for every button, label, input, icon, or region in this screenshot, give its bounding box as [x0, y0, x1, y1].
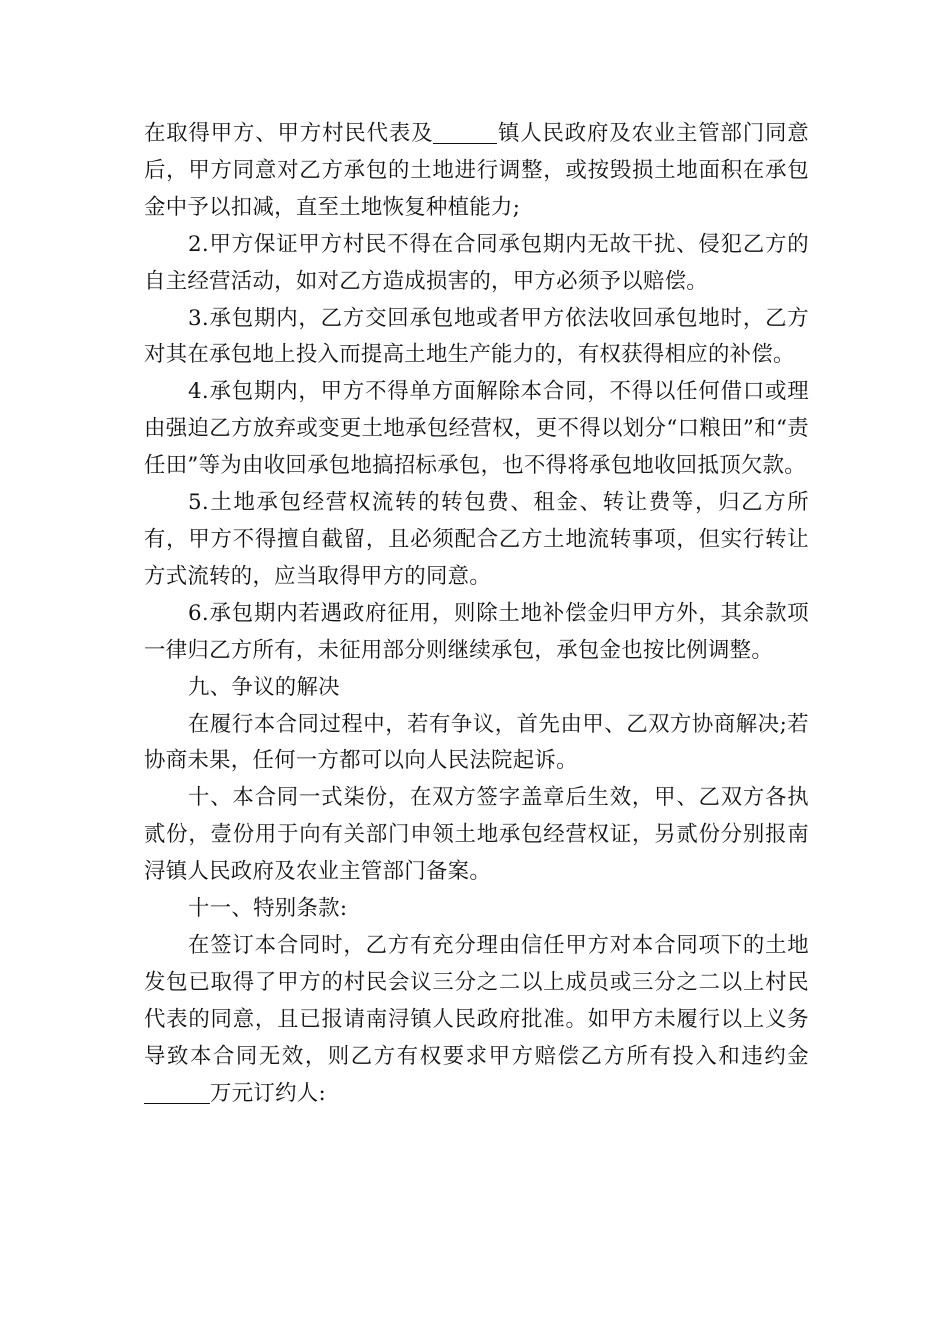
contract-text-body [144, 116, 809, 1112]
section-heading-dispute: 九、争议的解决 [188, 674, 340, 700]
clause-5: 5.土地承包经营权流转的转包费、租金、转让费等，归乙方所有，甲方不得擅自截留，且必须配合乙方土地流转事项，但实行转让方式流转的，应当取得甲方的同意。 [144, 490, 809, 589]
paragraph-text: 在取得甲方、甲方村民代表及 [144, 121, 434, 146]
blank-fill-line [144, 1081, 210, 1104]
dispute-resolution-text: 在履行本合同过程中，若有争议，首先由甲、乙双方协商解决;若协商未果，任何一方都可以向人民法院起诉。 [144, 711, 809, 774]
paragraph-text: 镇人民政府及农业主管部门同意后，甲方同意对乙方承包的土地进行调整，或按毁损土地面积在承包金中予以扣减，直至土地恢复种植能力; [144, 121, 810, 220]
blank-fill-line [433, 121, 497, 144]
clause-4: 4.承包期内，甲方不得单方面解除本合同，不得以任何借口或理由强迫乙方放弃或变更土地承包经营权，更不得以划分“口粮田”和“责任田”等为由收回承包地搞招标承包，也不得将承包地收回抵顶欠款。 [144, 379, 809, 479]
special-terms-text [144, 928, 809, 1113]
section-copies: 十、本合同一式柒份，在双方签字盖章后生效，甲、乙双方各执贰份，壹份用于向有关部门申领土地承包经营权证，另贰份分别报南浔镇人民政府及农业主管部门备案。 [144, 785, 809, 885]
clause-6: 6.承包期内若遇政府征用，则除土地补偿金归甲方外，其余款项一律归乙方所有，未征用部分则继续承包，承包金也按比例调整。 [144, 600, 809, 663]
section-heading-special-terms: 十一、特别条款: [188, 896, 348, 922]
clause-3: 3.承包期内，乙方交回承包地或者甲方依法收回承包地时，乙方对其在承包地上投入而提高土地生产能力的，有权获得相应的补偿。 [144, 305, 809, 368]
paragraph-text: 在签订本合同时，乙方有充分理由信任甲方对本合同项下的土地发包已取得了甲方的村民会议三分之二以上成员或三分之二以上村民代表的同意，且已报请南浔镇人民政府批准。如甲方未履行以上义务导致本合同无效，则乙方有权要求甲方赔偿乙方所有投入和违约金 [144, 932, 809, 1069]
paragraph-text: 万元订约人: [210, 1080, 326, 1106]
paragraph-adjustment-consent [144, 116, 809, 227]
clause-2: 2.甲方保证甲方村民不得在合同承包期内无故干扰、侵犯乙方的自主经营活动，如对乙方造成损害的，甲方必须予以赔偿。 [144, 231, 809, 294]
